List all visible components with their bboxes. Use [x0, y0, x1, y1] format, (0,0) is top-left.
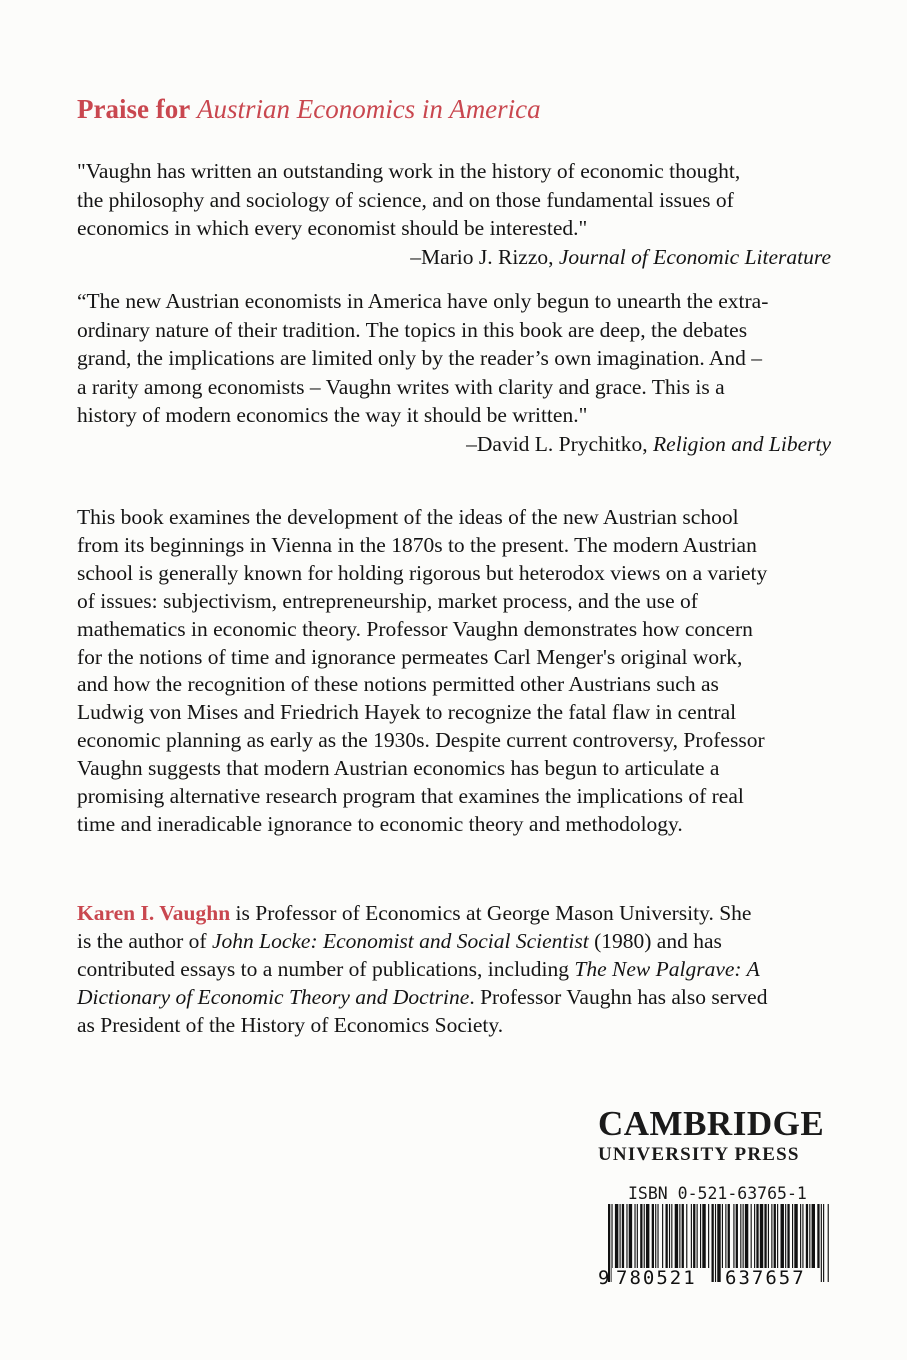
- barcode-bar: [717, 1204, 720, 1282]
- description-line: for the notions of time and ignorance permeates Carl Menger's original work,: [77, 644, 743, 669]
- description-line: mathematics in economic theory. Professor Vaughn demonstrates how concern: [77, 616, 753, 641]
- quote-source: Journal of Economic Literature: [558, 244, 831, 269]
- barcode-bar: [751, 1204, 752, 1268]
- barcode-bar: [697, 1204, 698, 1268]
- description-line: school is generally known for holding rigorous but heterodox views on a variety: [77, 560, 768, 585]
- barcode-bar: [652, 1204, 654, 1268]
- barcode-bar: [743, 1204, 744, 1268]
- barcode-bar: [728, 1204, 730, 1268]
- barcode-bar: [644, 1204, 645, 1268]
- barcode-bar: [823, 1204, 824, 1282]
- description-line: from its beginnings in Vienna in the 1870s to the present. The modern Austrian: [77, 532, 757, 557]
- barcode-bar: [768, 1204, 769, 1268]
- barcode-bar: [700, 1204, 701, 1268]
- barcode-bar: [722, 1204, 723, 1268]
- author-bio: [77, 899, 837, 1039]
- quote-line: the philosophy and sociology of science, and on those fundamental issues of: [77, 187, 734, 212]
- barcode-bar: [622, 1204, 624, 1268]
- barcode-bar: [626, 1204, 627, 1268]
- isbn-number: ISBN 0-521-63765-1: [628, 1184, 807, 1203]
- quote-line: "Vaughn has written an outstanding work in the history of economic thought,: [77, 159, 741, 183]
- praise-heading-prefix: Praise for: [77, 94, 191, 124]
- barcode-bar: [736, 1204, 738, 1268]
- description-line: promising alternative research program that examines the implications of real: [77, 784, 744, 809]
- barcode-bar: [792, 1204, 793, 1268]
- barcode-bar: [715, 1204, 716, 1282]
- barcode-bar: [620, 1204, 621, 1268]
- barcode-bar: [806, 1204, 808, 1268]
- quote-line: history of modern economics the way it should be written.": [77, 403, 588, 428]
- barcode-bar: [657, 1204, 658, 1268]
- barcode-bar: [725, 1204, 726, 1268]
- quote-attribution: [77, 430, 831, 459]
- barcode-bar: [754, 1204, 755, 1268]
- barcode-bar: [693, 1204, 695, 1268]
- bio-book-title: John Locke: Economist and Social Scientist: [211, 929, 589, 953]
- barcode-digits-right: 637657: [725, 1267, 806, 1286]
- barcode-bar: [802, 1204, 803, 1268]
- barcode-bar: [669, 1204, 670, 1268]
- barcode-bar: [712, 1204, 714, 1282]
- author-name: Karen I. Vaughn: [77, 901, 231, 925]
- praise-heading-title: Austrian Economics in America: [196, 94, 541, 124]
- barcode-bar: [702, 1204, 705, 1268]
- bio-line: [77, 955, 837, 983]
- barcode-bar: [809, 1204, 810, 1268]
- barcode-bar: [774, 1204, 776, 1268]
- description-line: economic planning as early as the 1930s. Despite current controversy, Professor: [77, 728, 765, 753]
- barcode-bar: [615, 1204, 618, 1268]
- description-line: Vaughn suggests that modern Austrian economics has begun to articulate a: [77, 756, 720, 781]
- barcode: [598, 1204, 838, 1286]
- quote-attribution: [77, 243, 831, 272]
- barcode-bar: [771, 1204, 772, 1268]
- barcode-bar: [817, 1204, 819, 1268]
- barcode-bar: [828, 1204, 829, 1282]
- description-line: of issues: subjectivism, entrepreneurship, market process, and the use of: [77, 588, 698, 613]
- bio-line: [77, 899, 837, 927]
- barcode-bar: [764, 1204, 766, 1268]
- bio-text: . Professor Vaughn has also served: [469, 985, 768, 1009]
- quote-author: –David L. Prychitko,: [466, 431, 648, 456]
- barcode-bar: [666, 1204, 668, 1268]
- barcode-digits-left: 780521: [616, 1267, 697, 1286]
- bio-book-title: The New Palgrave: A: [574, 957, 760, 981]
- quote-line: ordinary nature of their tradition. The topics in this book are deep, the debates: [77, 317, 748, 342]
- bio-text: contributed essays to a number of publications, including: [77, 957, 575, 981]
- barcode-bar: [821, 1204, 822, 1282]
- barcode-bar: [679, 1204, 680, 1268]
- publisher-logo: [598, 1105, 838, 1167]
- book-description: [77, 504, 837, 839]
- barcode-bar: [646, 1204, 649, 1268]
- barcode-bar: [655, 1204, 656, 1268]
- barcode-bar: [675, 1204, 678, 1268]
- description-line: Ludwig von Mises and Friedrich Hayek to recognize the fatal flaw in central: [77, 700, 737, 725]
- barcode-bar: [691, 1204, 692, 1268]
- barcode-bar: [756, 1204, 758, 1268]
- barcode-bar: [745, 1204, 748, 1268]
- barcode-bar: [637, 1204, 638, 1268]
- quote-line: a rarity among economists – Vaughn writes with clarity and grace. This is a: [77, 374, 725, 399]
- praise-quote-1: [77, 157, 837, 271]
- barcode-bar: [812, 1204, 815, 1268]
- praise-quote-2: [77, 287, 837, 459]
- barcode-bar: [682, 1204, 684, 1268]
- barcode-bar: [787, 1204, 789, 1268]
- barcode-bar: [662, 1204, 663, 1268]
- bio-text: is Professor of Economics at George Mason University. She: [230, 901, 752, 925]
- description-line: and how the recognition of these notions permitted other Austrians such as: [77, 672, 719, 697]
- barcode-bar: [629, 1204, 632, 1268]
- quote-source: Religion and Liberty: [653, 431, 831, 456]
- barcode-digit-lead: 9: [598, 1267, 610, 1286]
- praise-heading: [77, 92, 541, 126]
- barcode-bar: [760, 1204, 763, 1268]
- bio-text: (1980) and has: [588, 929, 722, 953]
- barcode-bar: [781, 1204, 784, 1268]
- barcode-bar: [785, 1204, 786, 1268]
- quote-line: grand, the implications are limited only by the reader’s own imagination. And –: [77, 346, 763, 371]
- description-line: This book examines the development of the ideas of the new Austrian school: [77, 505, 739, 529]
- publisher-subname: UNIVERSITY PRESS: [598, 1144, 800, 1165]
- barcode-bar: [708, 1204, 709, 1268]
- description-line: time and ineradicable ignorance to economic theory and methodology.: [77, 811, 683, 836]
- bio-text: is the author of: [77, 929, 212, 953]
- quote-line: economics in which every economist should be interested.": [77, 216, 588, 241]
- bio-line: as President of the History of Economics Society.: [77, 1013, 504, 1037]
- bio-line: [77, 927, 837, 955]
- barcode-bar: [800, 1204, 801, 1268]
- barcode-bar: [634, 1204, 635, 1268]
- barcode-bar: [777, 1204, 778, 1268]
- bio-line: [77, 983, 837, 1011]
- barcode-bar: [733, 1204, 734, 1268]
- barcode-bar: [794, 1204, 797, 1268]
- barcode-bar: [686, 1204, 687, 1268]
- quote-line: “The new Austrian economists in America have only begun to unearth the extra-: [77, 289, 769, 313]
- barcode-bar: [640, 1204, 642, 1268]
- quote-author: –Mario J. Rizzo,: [410, 244, 554, 269]
- barcode-bar: [740, 1204, 741, 1268]
- publisher-name: CAMBRIDGE: [598, 1104, 825, 1143]
- barcode-bar: [671, 1204, 672, 1268]
- bio-book-title: Dictionary of Economic Theory and Doctrine: [77, 985, 470, 1009]
